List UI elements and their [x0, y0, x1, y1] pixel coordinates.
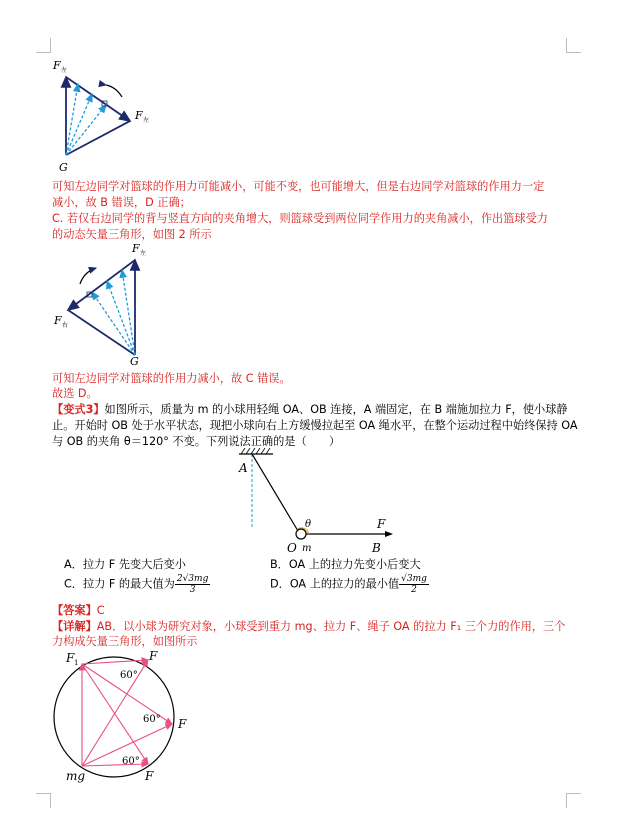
option-a[interactable] — [64, 557, 186, 573]
fig4-label-f-top: F — [149, 649, 158, 663]
explain-line1-text: AB．以小球为研究对象，小球受到重力 mg、拉力 F、绳子 OA 的拉力 F₁ 三个力的作用，三个 — [96, 620, 566, 633]
fig4-angle-2: 60° — [143, 714, 161, 725]
option-b-letter: B． — [270, 558, 289, 571]
figure-2-vector-triangle — [50, 240, 165, 368]
figure-3-ball-ropes — [225, 448, 405, 560]
fig4-label-f1-sub: 1 — [74, 659, 79, 667]
fig2-label-f-left-sub: 右 — [62, 322, 69, 329]
fig1-label-f-left: F — [53, 59, 61, 72]
fig4-label-mg: mg — [66, 769, 86, 783]
option-b-text: OA 上的拉力先变小后变大 — [288, 558, 421, 571]
fig1-label-f-right-sub: 左 — [143, 117, 150, 124]
fig4-angle-1: 60° — [120, 670, 138, 681]
para1-line2: 减小，故 B 错误，D 正确； — [52, 196, 191, 209]
answer-tag: 【答案】 — [52, 604, 97, 617]
para1-line1: 可知左边同学对篮球的作用力可能减小，可能不变，也可能增大，但是右边同学对篮球的作用力一定 — [52, 180, 545, 193]
figure-4-circle-triangles — [48, 646, 208, 784]
fig3-label-theta: θ — [305, 519, 312, 530]
fig4-label-f-mid: F — [178, 717, 187, 731]
option-c[interactable] — [64, 574, 210, 595]
problem-line2: 止。开始时 OB 处于水平状态，现把小球向右上方缓慢拉起至 OA 绳水平，在整个运动过程中始终保持 OA — [52, 419, 578, 432]
option-d-fraction — [399, 574, 429, 595]
para2-line1: 可知左边同学对篮球的作用力减小，故 C 错误。 — [52, 372, 291, 385]
problem-tag: 【变式3】 — [52, 403, 105, 416]
explain-line2: 力构成矢量三角形，如图所示 — [52, 635, 198, 648]
fig3-label-a: A — [239, 461, 248, 475]
corner-mark-bottom-right — [566, 793, 581, 808]
fig3-label-f: F — [377, 517, 386, 531]
para1-line4: 的动态矢量三角形，如图 2 所示 — [52, 228, 212, 241]
option-d-letter: D． — [270, 577, 290, 591]
problem-line1 — [52, 402, 568, 418]
option-a-letter: A． — [64, 558, 83, 571]
explain-tag: 【详解】 — [52, 620, 97, 633]
problem-line1-text: 如图所示，质量为 m 的小球用轻绳 OA、OB 连接，A 端固定，在 B 端施加拉力 F，使小球静 — [104, 403, 568, 416]
fig1-label-g: G — [59, 161, 68, 174]
fig2-label-f-left: F — [54, 314, 62, 327]
fig2-label-f-top: F — [132, 242, 140, 255]
option-d-denominator: 2 — [411, 585, 417, 595]
answer-line — [52, 603, 105, 619]
para2-line2: 故选 D。 — [52, 387, 98, 400]
option-a-text: 拉力 F 先变大后变小 — [82, 558, 186, 571]
corner-mark-bottom-left — [36, 793, 51, 808]
fig4-label-f1: F — [66, 651, 75, 665]
fig1-label-f-left-sub: 左 — [61, 67, 68, 74]
option-b[interactable] — [270, 557, 421, 573]
option-c-letter: C． — [64, 577, 83, 591]
corner-mark-top-left — [36, 38, 51, 53]
fig1-label-f-right: F — [135, 109, 143, 122]
fig3-label-o: O — [287, 541, 297, 555]
para1-line3: C. 若仅右边同学的背与竖直方向的夹角增大，则篮球受到两位同学作用力的夹角减小，作出篮球受力 — [52, 212, 548, 225]
figure-1-vector-triangle — [48, 55, 163, 175]
fig3-label-m: m — [302, 543, 312, 554]
option-c-denominator: 3 — [189, 585, 196, 595]
option-c-fraction — [175, 574, 210, 595]
problem-line3: 与 OB 的夹角 θ＝120° 不变。下列说法正确的是（ ） — [52, 435, 341, 448]
fig3-label-b: B — [372, 541, 381, 555]
option-d-text: OA 上的拉力的最小值 — [289, 577, 400, 591]
explain-line1 — [52, 619, 565, 635]
fig4-angle-3: 60° — [122, 756, 140, 767]
option-d-numerator: √3mg — [401, 574, 427, 584]
option-d[interactable] — [270, 574, 429, 595]
fig4-label-f-bot: F — [145, 769, 154, 783]
option-c-text: 拉力 F 的最大值为 — [83, 577, 175, 591]
option-c-numerator: 2√3mg — [176, 574, 209, 584]
fig2-label-g: G — [130, 355, 139, 368]
answer-value: C — [96, 604, 105, 617]
corner-mark-top-right — [566, 38, 581, 53]
fig2-label-f-top-sub: 左 — [140, 250, 147, 257]
